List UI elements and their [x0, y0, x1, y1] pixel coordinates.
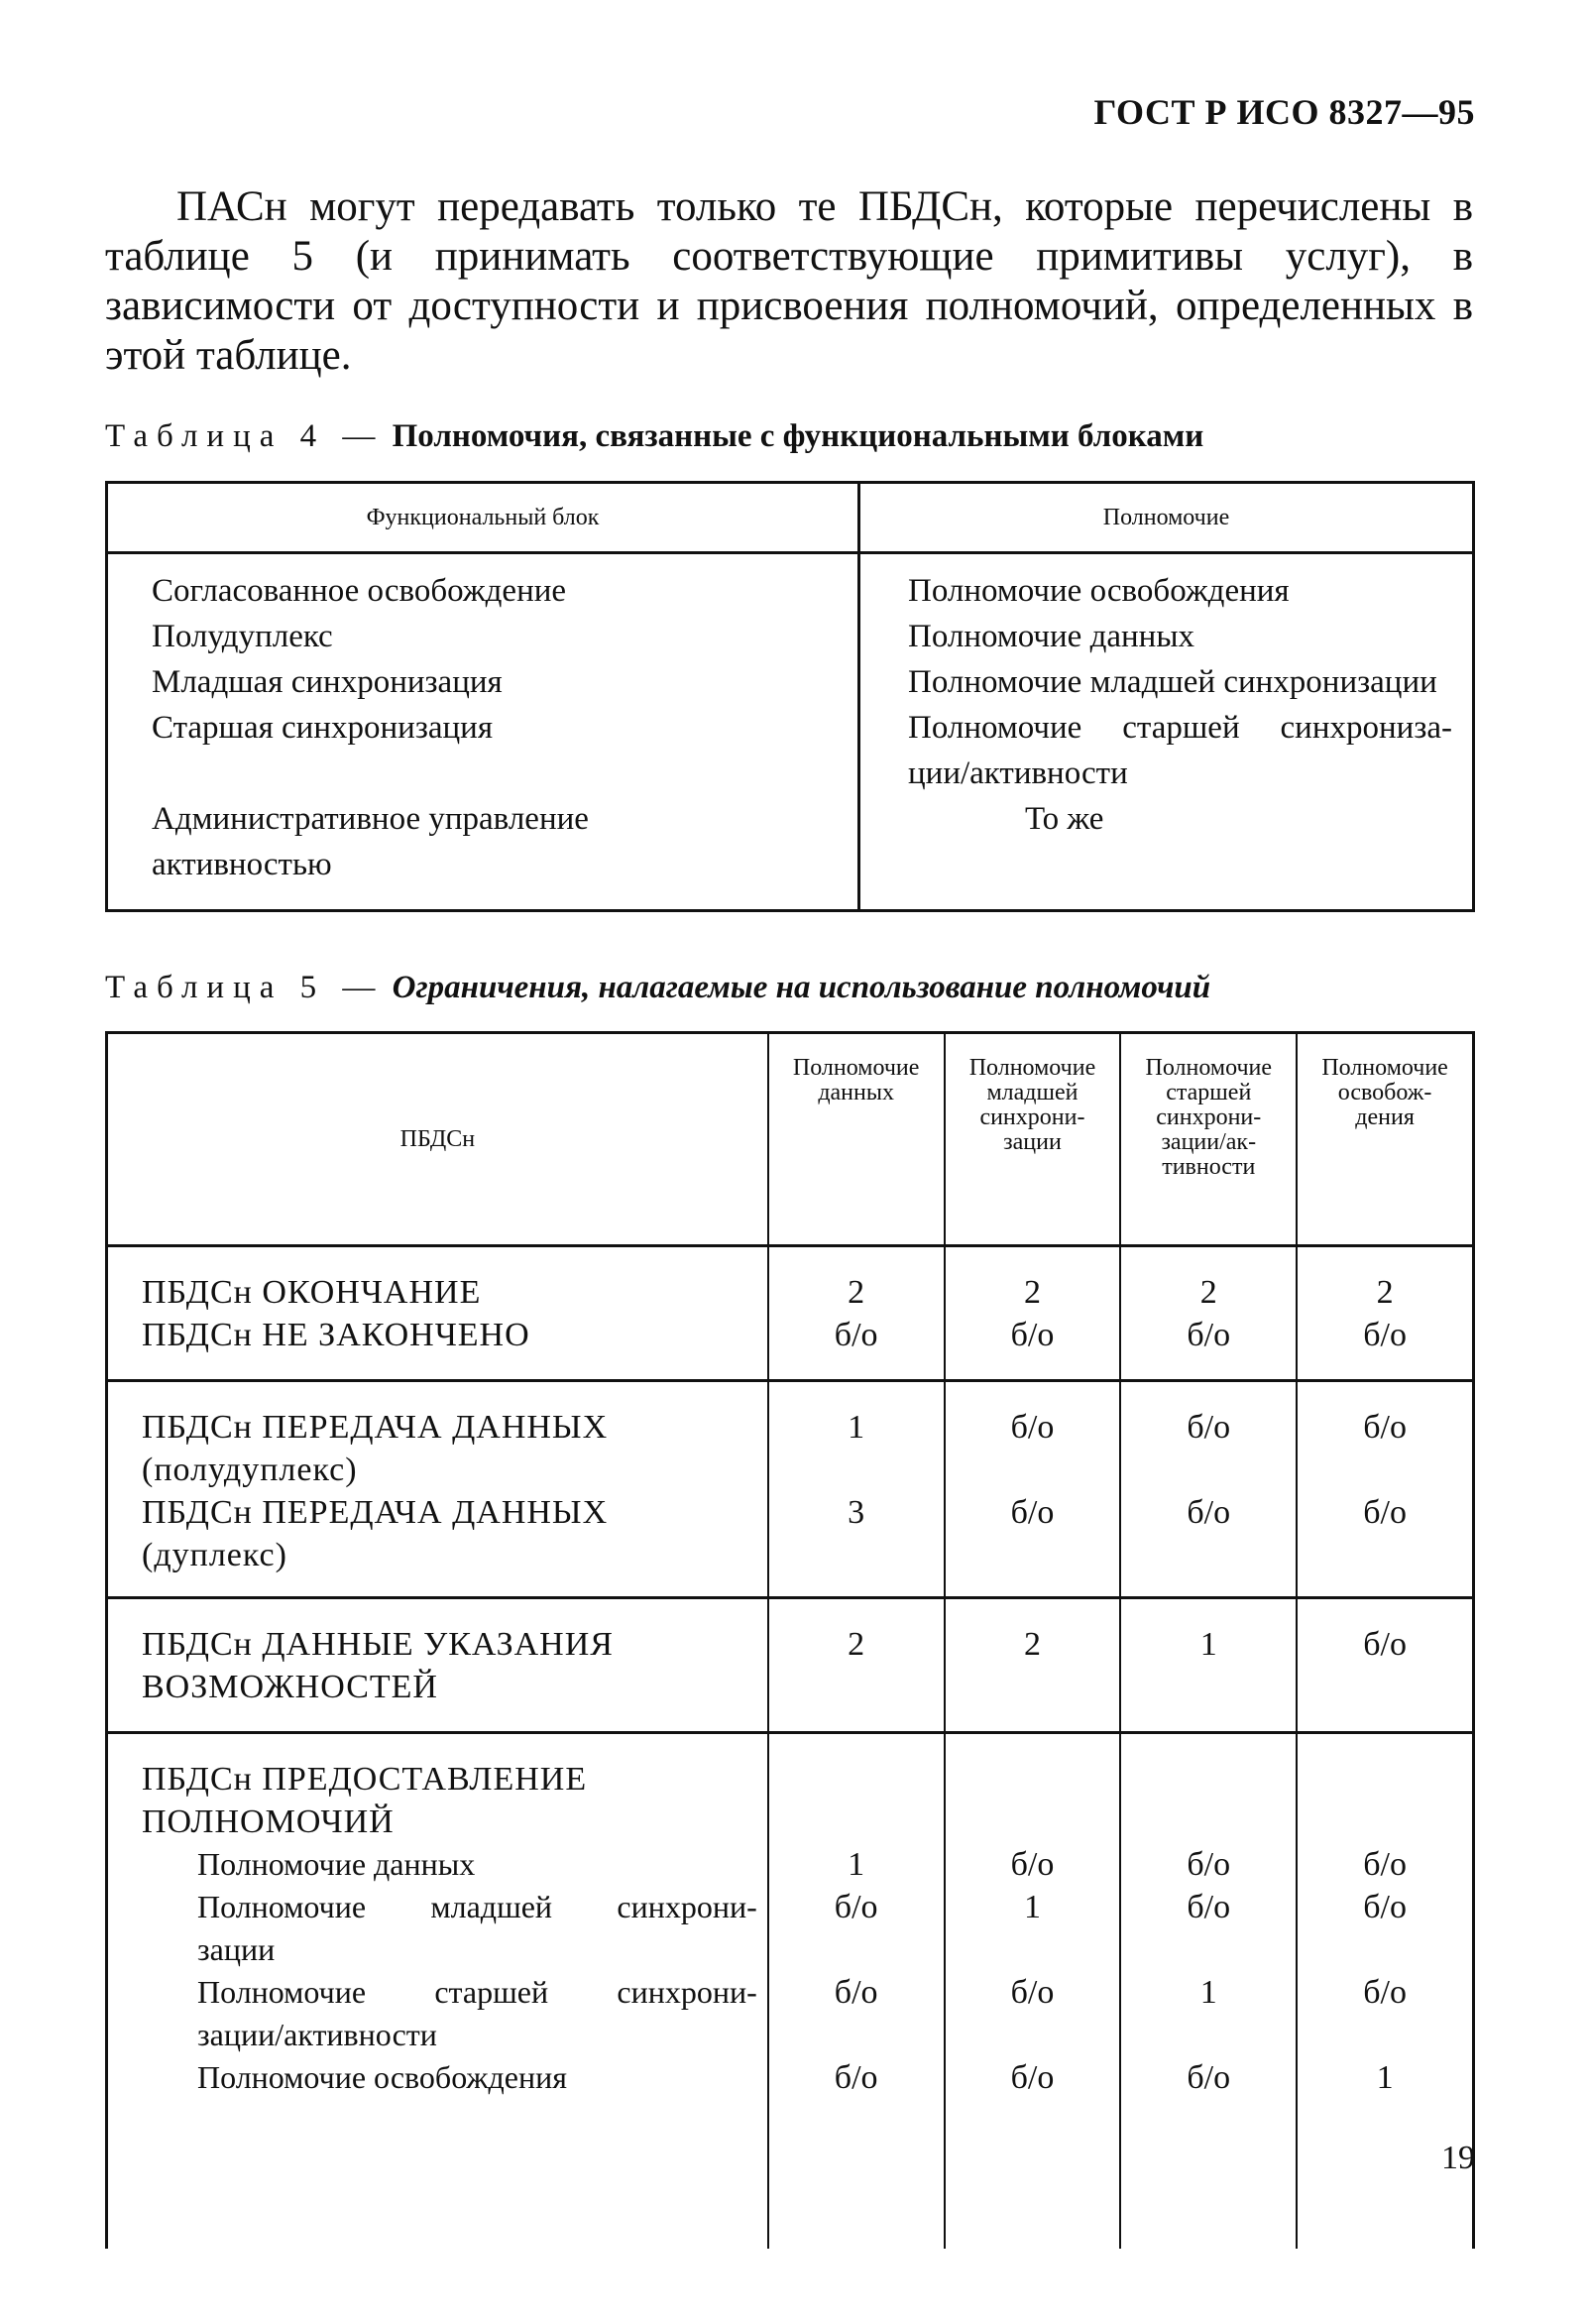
table5-col-spdu: ПБДСн [107, 1033, 768, 1246]
table4-col-functional-block: Функциональный блок [107, 483, 859, 553]
value: б/о [1010, 1494, 1055, 1531]
token-subitems [142, 1843, 757, 2099]
value-cell: 2 [945, 1598, 1121, 1733]
header-line: тивности [1162, 1154, 1256, 1180]
value: б/о [1010, 1974, 1055, 2011]
subitem: Полномочие младшей синхрони- [197, 1889, 757, 1924]
page-number: 19 [1441, 2140, 1475, 2176]
row-name: (дуплекс) [142, 1537, 287, 1573]
header-line: синхрони- [1156, 1104, 1262, 1130]
intro-paragraph [105, 182, 1473, 381]
row-name: ПОЛНОМОЧИЙ [142, 1803, 395, 1840]
value: б/о [834, 2059, 878, 2096]
value-cell [1120, 1733, 1297, 2249]
table5-caption [105, 970, 1210, 1006]
value: б/о [1010, 1317, 1055, 1353]
row-name: ПБДСн ДАННЫЕ УКАЗАНИЯ [142, 1626, 614, 1663]
header-line: Полномочие [1145, 1055, 1273, 1081]
header-line: младшей [986, 1080, 1079, 1105]
value: б/о [1010, 1846, 1055, 1883]
table5-row-give-tokens [107, 1733, 1474, 2249]
subitem: зации [197, 1931, 276, 1967]
table5-col-release-token [1297, 1033, 1473, 1246]
table4-right-line: Полномочие освобождения [908, 573, 1290, 609]
value: б/о [1010, 2059, 1055, 2096]
subitem: Полномочие старшей синхрони- [197, 1974, 757, 2010]
subitem: Полномочие данных [197, 1846, 476, 1882]
table5-label: Таблица 5 — [105, 970, 385, 1005]
table4-left-line: активностью [152, 847, 332, 882]
value-cell [768, 1246, 945, 1381]
value: б/о [1187, 1317, 1231, 1353]
table4-caption [105, 418, 1203, 455]
table4-header-row [107, 483, 1474, 553]
header-line: освобож- [1337, 1080, 1432, 1105]
value: б/о [1363, 1846, 1407, 1883]
document-header: ГОСТ Р ИСО 8327—95 [1093, 92, 1475, 132]
table4-left-cell [107, 553, 859, 911]
table4-left-line: Младшая синхронизация [152, 664, 503, 700]
value-cell [945, 1733, 1121, 2249]
value: б/о [1187, 1846, 1231, 1883]
value: б/о [1363, 1974, 1407, 2011]
value: 1 [1199, 1974, 1217, 2011]
value: б/о [834, 1974, 878, 2011]
header-line: синхрони- [979, 1104, 1085, 1130]
value-cell: 2 [768, 1598, 945, 1733]
value: б/о [1363, 1889, 1407, 1925]
value: б/о [834, 1889, 878, 1925]
table4-right-line: Полномочие данных [908, 619, 1195, 654]
table5-col-data-token [768, 1033, 945, 1246]
table4-right-line: То же [1025, 801, 1104, 837]
table4-col-token: Полномочие [859, 483, 1474, 553]
table4-left-line: Полудуплекс [152, 619, 333, 654]
value-cell: б/о [1297, 1598, 1473, 1733]
value-cell [1297, 1246, 1473, 1381]
value-cell [768, 1733, 945, 2249]
table5-col-minor-sync-token [945, 1033, 1121, 1246]
row-name: ПБДСн НЕ ЗАКОНЧЕНО [142, 1317, 530, 1353]
header-line: Полномочие [792, 1055, 920, 1081]
table4-body-row [107, 553, 1474, 911]
table4-right-line: Полномочие старшей синхрониза- [908, 710, 1452, 746]
row-name-cell [107, 1598, 768, 1733]
table5-col-major-sync-token [1120, 1033, 1297, 1246]
row-name: ВОЗМОЖНОСТЕЙ [142, 1669, 438, 1705]
subitem: Полномочие освобождения [197, 2059, 567, 2095]
row-name: ПБДСн ПЕРЕДАЧА ДАННЫХ [142, 1409, 609, 1446]
value: 1 [1376, 2059, 1394, 2096]
value: б/о [1187, 1494, 1231, 1531]
header-line: старшей [1166, 1080, 1252, 1105]
table5-title: Ограничения, налагаемые на использование полномочий [392, 970, 1211, 1005]
value: б/о [1010, 1409, 1055, 1446]
header-line: Полномочие [1321, 1055, 1448, 1081]
table4-left-line: Старшая синхронизация [152, 710, 494, 746]
value: б/о [1187, 2059, 1231, 2096]
value-cell [1120, 1381, 1297, 1598]
row-name-cell [107, 1733, 768, 2249]
intro-text: ПАСн могут передавать только те ПБДСн, которые перечислены в таблице 5 (и принимать соответствующие примитивы услуг), в зависимости от доступности и присвоения полномочий, определенных в этой таблице. [105, 183, 1473, 379]
table5-row-finish [107, 1246, 1474, 1381]
value: 1 [1023, 1889, 1041, 1925]
value: 3 [848, 1494, 865, 1531]
row-name-cell [107, 1246, 768, 1381]
table4-left-line: Согласованное освобождение [152, 573, 567, 609]
table4 [105, 481, 1475, 912]
table4-label: Таблица 4 — [105, 418, 385, 454]
table4-right-line: Полномочие младшей синхронизации [908, 664, 1437, 700]
value: б/о [1363, 1317, 1407, 1353]
value: 1 [848, 1409, 865, 1446]
value: 2 [1023, 1274, 1041, 1311]
value-cell: 1 [1120, 1598, 1297, 1733]
table5-row-data-transfer [107, 1381, 1474, 1598]
row-name: (полудуплекс) [142, 1452, 358, 1488]
table4-right-line: ции/активности [908, 755, 1128, 791]
value: 2 [848, 1274, 865, 1311]
value-cell [768, 1381, 945, 1598]
row-name: ПБДСн ОКОНЧАНИЕ [142, 1274, 482, 1311]
header-line: дения [1355, 1104, 1415, 1130]
value-cell [1120, 1246, 1297, 1381]
table5 [105, 1031, 1475, 2249]
value: б/о [1363, 1409, 1407, 1446]
value: б/о [1187, 1889, 1231, 1925]
value: 1 [848, 1846, 865, 1883]
value-cell [945, 1381, 1121, 1598]
value: 2 [1376, 1274, 1394, 1311]
row-name: ПБДСн ПРЕДОСТАВЛЕНИЕ [142, 1761, 588, 1798]
row-name: ПБДСн ПЕРЕДАЧА ДАННЫХ [142, 1494, 609, 1531]
header-line: зации [1003, 1129, 1062, 1155]
value-cell [945, 1246, 1121, 1381]
table5-row-capability-data [107, 1598, 1474, 1733]
header-line: Полномочие [968, 1055, 1096, 1081]
value: б/о [1363, 1494, 1407, 1531]
table5-header-row [107, 1033, 1474, 1246]
value: 2 [1199, 1274, 1217, 1311]
header-line: зации/ак- [1161, 1129, 1257, 1155]
table4-left-line: Административное управление [152, 801, 589, 837]
value-cell [1297, 1381, 1473, 1598]
row-name-cell [107, 1381, 768, 1598]
table4-right-cell [859, 553, 1474, 911]
table4-title: Полномочия, связанные с функциональными блоками [392, 418, 1204, 454]
header-line: данных [818, 1080, 894, 1105]
value: б/о [834, 1317, 878, 1353]
value: б/о [1187, 1409, 1231, 1446]
subitem: зации/активности [197, 2017, 437, 2052]
